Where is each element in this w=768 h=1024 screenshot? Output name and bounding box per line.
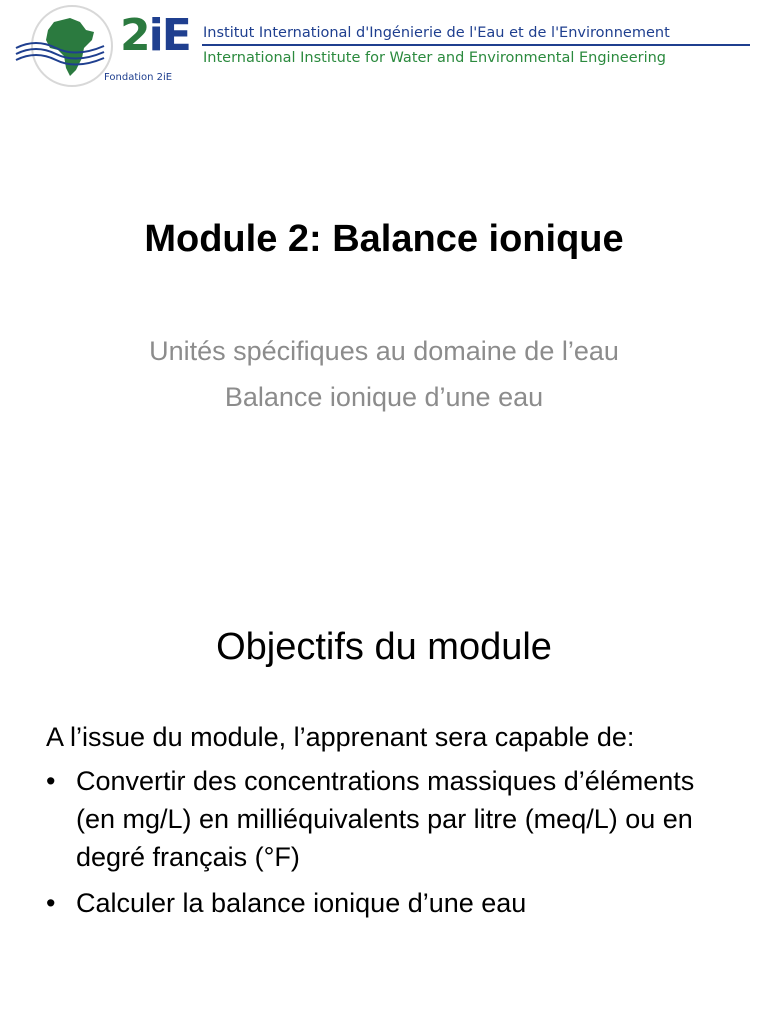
slide1-subtitle-2: Balance ionique d’une eau (224, 382, 544, 412)
institute-name-fr: Institut International d'Ingénierie de l'Eau et de l'Environnement (203, 25, 670, 41)
logo (14, 4, 204, 92)
list-item (46, 762, 726, 876)
fondation-label: Fondation 2iE (104, 72, 173, 83)
list-item (46, 884, 726, 922)
bullet-icon: • (46, 766, 56, 796)
list-item-text: Calculer la balance ionique d’une eau (76, 888, 527, 918)
slide2-body (46, 718, 726, 930)
slide1-title: Module 2: Balance ionique (144, 218, 624, 260)
brand-suffix: iE (148, 10, 190, 61)
header (0, 0, 768, 96)
header-divider (202, 44, 750, 46)
slide2-title: Objectifs du module (216, 626, 552, 668)
bullet-icon: • (46, 888, 56, 918)
brand-wordmark (120, 10, 190, 61)
slide2-intro: A l’issue du module, l’apprenant sera capable de: (46, 722, 635, 752)
objectives-list (46, 762, 726, 922)
institute-name-en: International Institute for Water and Environmental Engineering (203, 50, 666, 66)
slide1-subtitle-1: Unités spécifiques au domaine de l’eau (149, 336, 619, 366)
list-item-text: Convertir des concentrations massiques d’éléments (en mg/L) en milliéquivalents par litre (meq/L) ou en degré français (°F) (76, 766, 695, 872)
brand-prefix: 2 (120, 10, 149, 61)
